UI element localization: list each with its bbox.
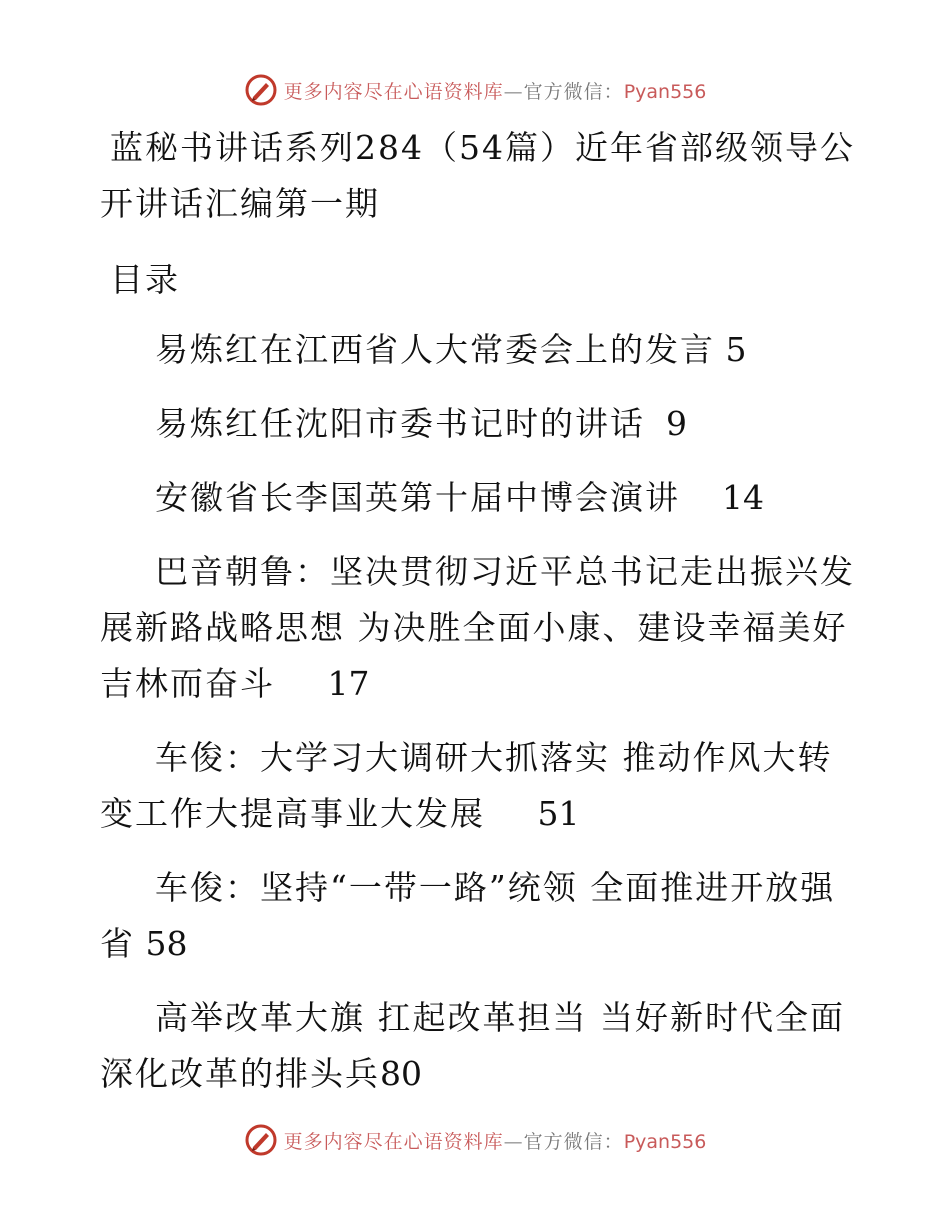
toc-item	[100, 544, 860, 712]
toc-item-text: 车俊：坚持“一带一路”统领 全面推进开放强省	[100, 868, 836, 963]
toc-item	[100, 470, 860, 526]
toc-item	[100, 990, 860, 1102]
toc-item-page: 80	[380, 1054, 422, 1093]
toc-item-text: 易炼红在江西省人大常委会上的发言	[155, 330, 715, 369]
watermark-wechat-label: 官方微信：	[523, 80, 624, 103]
watermark-dash: —	[503, 80, 524, 103]
document-title: 蓝秘书讲话系列284（54篇）近年省部级领导公开讲话汇编第一期	[100, 128, 855, 223]
toc-item	[100, 396, 860, 452]
watermark-wechat-label: 官方微信：	[523, 1130, 624, 1153]
toc-item	[100, 322, 860, 378]
watermark-main: 更多内容尽在心语资料库	[283, 80, 504, 103]
pen-logo-icon	[244, 1123, 278, 1157]
toc-item-text: 高举改革大旗 扛起改革担当 当好新时代全面深化改革的排头兵	[100, 998, 845, 1093]
toc-item-text: 巴音朝鲁：坚决贯彻习近平总书记走出振兴发展新路战略思想 为决胜全面小康、建设幸福美好吉林而奋斗	[100, 552, 855, 703]
watermark-wechat-id: Pyan556	[623, 1130, 707, 1153]
table-of-contents	[100, 322, 860, 1120]
toc-item-text: 车俊：大学习大调研大抓落实 推动作风大转变工作大提高事业大发展	[100, 738, 833, 833]
watermark-text	[284, 1127, 707, 1154]
watermark-text	[284, 77, 707, 104]
toc-item-page: 17	[275, 664, 370, 703]
watermark-main: 更多内容尽在心语资料库	[283, 1130, 504, 1153]
toc-item-page: 5	[715, 330, 747, 369]
watermark-footer	[0, 1120, 950, 1160]
pen-logo-icon	[244, 73, 278, 107]
watermark-dash: —	[503, 1130, 524, 1153]
toc-heading: 目录	[110, 260, 180, 299]
toc-item	[100, 860, 860, 972]
watermark-header	[0, 70, 950, 110]
watermark-wechat-id: Pyan556	[623, 80, 707, 103]
toc-item-text: 易炼红任沈阳市委书记时的讲话	[155, 404, 645, 443]
toc-item-text: 安徽省长李国英第十届中博会演讲	[155, 478, 680, 517]
toc-item-page: 9	[645, 404, 687, 443]
toc-item-page: 58	[135, 924, 188, 963]
toc-item	[100, 730, 860, 842]
toc-item-page: 51	[485, 794, 580, 833]
toc-item-page: 14	[680, 478, 764, 517]
